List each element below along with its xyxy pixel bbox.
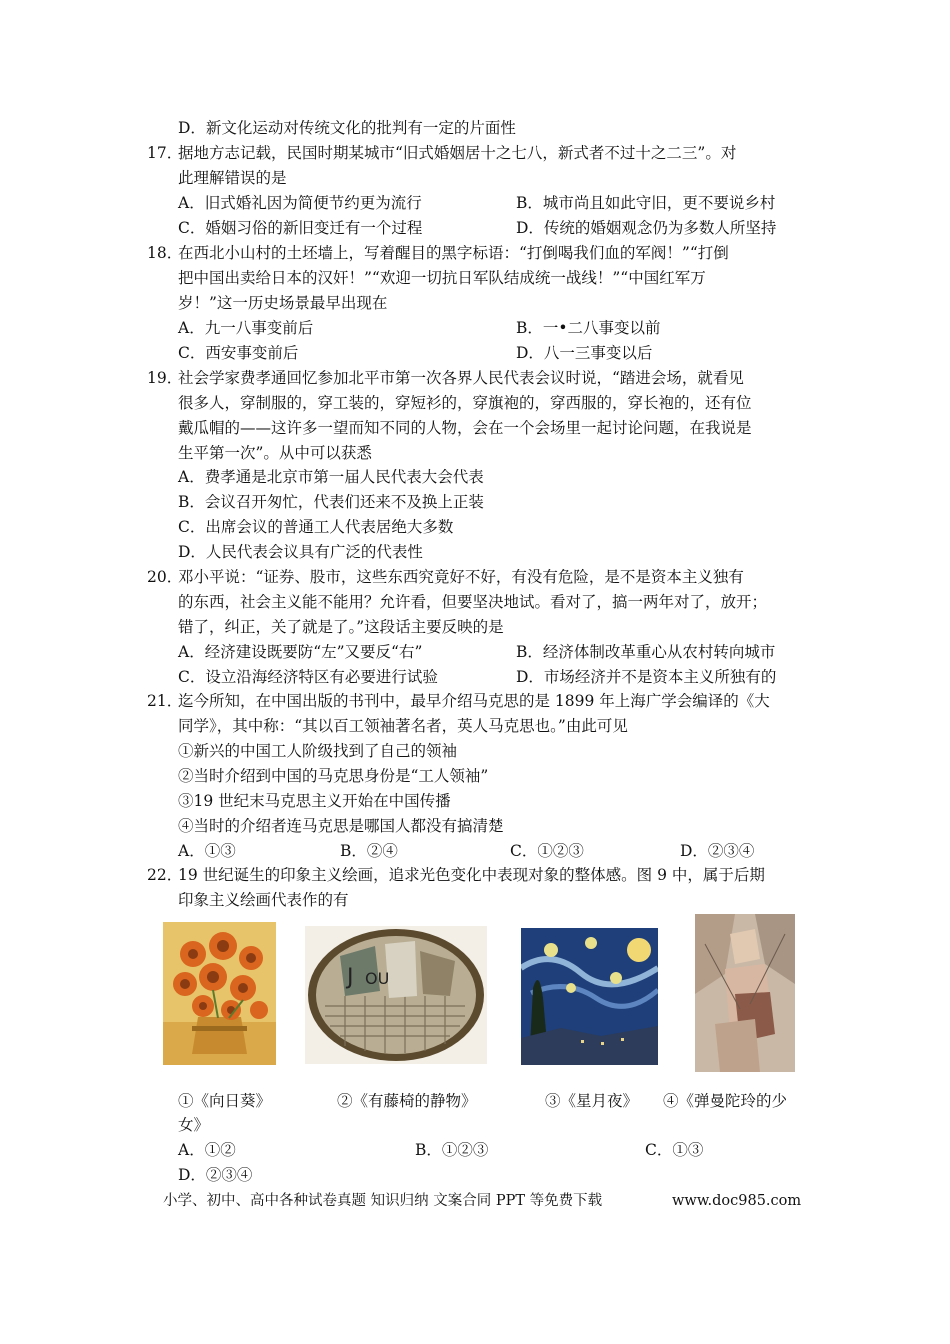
q17-option-a: A．旧式婚礼因为简便节约更为流行 (178, 194, 422, 212)
q21-statement: ①新兴的中国工人阶级找到了自己的领袖 (178, 742, 458, 760)
q19-option-b: B．会议召开匆忙，代表们还来不及换上正装 (178, 493, 484, 511)
footer-url[interactable]: www.doc985.com (672, 1193, 802, 1209)
q17-number: 17． (147, 144, 183, 162)
q20-stem-line: 邓小平说：“证券、股市，这些东西究竟好不好，有没有危险，是不是资本主义独有 (178, 568, 744, 586)
q21-statement: ②当时介绍到中国的马克思身份是“工人领袖” (178, 767, 489, 785)
q20-option-c: C．设立沿海经济特区有必要进行试验 (178, 668, 438, 686)
q21-statement: ④当时的介绍者连马克思是哪国人都没有搞清楚 (178, 817, 504, 835)
footer-promo-text: 小学、初中、高中各种试卷真题 知识归纳 文案合同 PPT 等免费下载 (163, 1193, 603, 1209)
q22-option-c: C．①③ (645, 1141, 704, 1159)
q18-option-b: B．一•二八事变以前 (516, 319, 661, 337)
q21-option-d: D．②③④ (680, 842, 755, 860)
q21-statement: ③19 世纪末马克思主义开始在中国传播 (178, 792, 451, 810)
q18-stem-line: 岁！”这一历史场景最早出现在 (178, 294, 388, 312)
q20-stem-line: 错了，纠正，关了就是了。”这段话主要反映的是 (178, 618, 504, 636)
q19-option-d: D．人民代表会议具有广泛的代表性 (178, 543, 423, 561)
q22-stem-line: 印象主义绘画代表作的有 (178, 891, 349, 909)
q17-option-c: C．婚姻习俗的新旧变迁有一个过程 (178, 219, 423, 237)
q19-stem-line: 很多人，穿制服的，穿工装的，穿短衫的，穿旗袍的，穿西服的，穿长袍的，还有位 (178, 394, 752, 412)
q17-stem-line: 此理解错误的是 (178, 169, 287, 187)
q22-option-d: D．②③④ (178, 1166, 253, 1184)
q19-option-c: C．出席会议的普通工人代表居绝大多数 (178, 518, 454, 536)
q21-number: 21． (147, 692, 183, 710)
q20-option-d: D．市场经济并不是资本主义所独有的 (516, 668, 777, 686)
q19-stem-line: 社会学家费孝通回忆参加北平市第一次各界人民代表会议时说，“踏进会场，就看见 (178, 369, 744, 387)
q18-stem-line: 在西北小山村的土坯墙上，写着醒目的黑字标语：“打倒喝我们血的军阀！”“打倒 (178, 244, 729, 262)
q20-number: 20． (147, 568, 183, 586)
svg-text:J: J (347, 965, 354, 990)
q19-stem-line: 生平第一次”。从中可以获悉 (178, 444, 372, 462)
q17-stem-line: 据地方志记载，民国时期某城市“旧式婚姻居十之七八，新式者不过十之二三”。对 (178, 144, 737, 162)
q21-option-c: C．①②③ (510, 842, 584, 860)
q18-stem-line: 把中国出卖给日本的汉奸！”“欢迎一切抗日军队结成统一战线！”“中国红军万 (178, 269, 706, 287)
still-life-chair-caning-painting (305, 926, 487, 1064)
q18-number: 18． (147, 244, 183, 262)
q19-option-a: A．费孝通是北京市第一届人民代表大会代表 (178, 468, 484, 486)
q19-stem-line: 戴瓜帽的——这许多一望而知不同的人物，会在一个会场里一起讨论问题，在我说是 (178, 419, 752, 437)
caption-mandolin-girl: ④《弹曼陀玲的少 (663, 1092, 788, 1110)
q18-option-d: D．八一三事变以后 (516, 344, 653, 362)
q20-option-a: A．经济建设既要防“左”又要反“右” (178, 643, 423, 661)
q21-stem-line: 迄今所知，在中国出版的书刊中，最早介绍马克思的是 1899 年上海广学会编译的《大 (178, 692, 770, 710)
q22-stem-line: 19 世纪诞生的印象主义绘画，追求光色变化中表现对象的整体感。图 9 中，属于后期 (178, 866, 765, 884)
q19-number: 19． (147, 369, 183, 387)
q17-option-d: D．传统的婚姻观念仍为多数人所坚持 (516, 219, 777, 237)
q22-option-a: A．①② (178, 1141, 236, 1159)
q18-option-a: A．九一八事变前后 (178, 319, 314, 337)
girl-with-mandolin-painting (695, 914, 795, 1072)
q20-option-b: B．经济体制改革重心从农村转向城市 (516, 643, 776, 661)
q22-number: 22． (147, 866, 183, 884)
caption-mandolin-girl-tail: 女》 (178, 1116, 210, 1134)
q17-option-b: B．城市尚且如此守旧，更不要说乡村 (516, 194, 776, 212)
starry-night-painting (521, 928, 658, 1065)
caption-sunflowers: ①《向日葵》 (178, 1092, 272, 1110)
sunflowers-painting (163, 922, 276, 1065)
q20-stem-line: 的东西，社会主义能不能用？允许看，但要坚决地试。看对了，搞一两年对了，放开； (178, 593, 768, 611)
q22-option-b: B．①②③ (415, 1141, 489, 1159)
q16-option-d: D．新文化运动对传统文化的批判有一定的片面性 (178, 119, 516, 137)
q18-option-c: C．西安事变前后 (178, 344, 299, 362)
q21-option-b: B．②④ (340, 842, 398, 860)
svg-text:OU: OU (365, 969, 390, 988)
q21-stem-line: 同学》，其中称：“其以百工领袖著名者，英人马克思也。”由此可见 (178, 717, 628, 735)
q21-option-a: A．①③ (178, 842, 236, 860)
caption-still-life: ②《有藤椅的静物》 (337, 1092, 477, 1110)
caption-starry-night: ③《星月夜》 (545, 1092, 639, 1110)
